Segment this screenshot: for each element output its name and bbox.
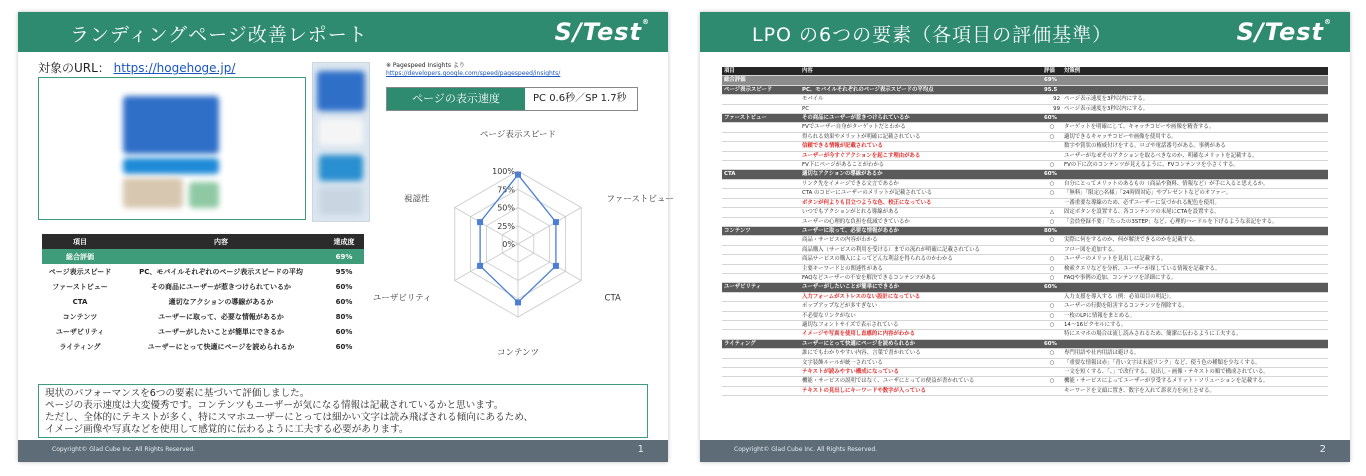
- criteria-row: [722, 104, 1328, 113]
- criteria-row: [722, 368, 1328, 377]
- row-content: ユーザーがしたいことが簡単にできるか: [118, 324, 324, 339]
- row-content: ボタンが何よりも目立つような色、校正になっている: [800, 198, 1042, 207]
- radar-data-point: [477, 219, 483, 225]
- row-category: [722, 311, 800, 320]
- summary-line: 現状のパフォーマンスを6つの要素に基づいて評価しました。: [45, 388, 310, 399]
- row-category: [722, 161, 800, 170]
- row-category: ページ表示スピード: [722, 85, 800, 94]
- criteria-row: [722, 198, 1328, 207]
- row-content: 商品・サービスの内容がわかる: [800, 236, 1042, 245]
- row-category: [722, 236, 800, 245]
- row-item: CTA: [42, 294, 118, 309]
- row-action: 機能・サービスによってユーザーが享受するメリット・ソリューションを記載する。: [1062, 377, 1328, 386]
- row-eval: 60%: [1042, 339, 1062, 348]
- row-eval: ○: [1042, 255, 1062, 264]
- criteria-row: [722, 311, 1328, 320]
- criteria-row: [722, 349, 1328, 358]
- row-eval: [1042, 142, 1062, 151]
- radar-category-label: ファーストビュー: [606, 194, 674, 205]
- col-header-item: 項目: [722, 67, 800, 76]
- row-action: 「会員登録不要」「たったの3STEP」など、心理的ハードルを下げるような表記をする。: [1062, 217, 1328, 226]
- row-eval: [1042, 198, 1062, 207]
- row-content: その商品にユーザーが惹きつけられているか: [800, 114, 1042, 123]
- row-category: [722, 292, 800, 301]
- row-eval: ○: [1042, 179, 1062, 188]
- overall-score: 69%: [324, 249, 364, 264]
- criteria-row: [722, 273, 1328, 282]
- criteria-row: [722, 236, 1328, 245]
- row-content: FVでユーザー自身がターゲットだとわかる: [800, 123, 1042, 132]
- row-content: 文字装飾ルールが統一されている: [800, 358, 1042, 367]
- criteria-row: [722, 292, 1328, 301]
- row-category: [722, 245, 800, 254]
- criteria-table: [722, 67, 1328, 396]
- row-eval: 60%: [1042, 170, 1062, 179]
- slide-title: LPO の6つの要素（各項目の評価基準）: [752, 24, 1113, 46]
- row-content: FV下にページがあることがわかる: [800, 161, 1042, 170]
- row-category: [722, 217, 800, 226]
- col-header-content: 内容: [800, 67, 1042, 76]
- row-category: 総合評価: [722, 76, 800, 85]
- row-item: ページ表示スピード: [42, 264, 118, 279]
- row-eval: [1042, 245, 1062, 254]
- criteria-row: [722, 302, 1328, 311]
- criteria-row: [722, 142, 1328, 151]
- radar-category-label: コンテンツ: [496, 348, 540, 358]
- slide-footer: [18, 440, 668, 462]
- slide-title: ランディングページ改善レポート: [70, 24, 368, 46]
- row-content: [800, 76, 1042, 85]
- target-url-row: [38, 59, 235, 76]
- col-header-score: 達成度: [324, 234, 364, 249]
- slide-header: [18, 12, 668, 52]
- row-action: ページ表示速度を3秒以内にする。: [1062, 104, 1328, 113]
- row-eval: ○: [1042, 217, 1062, 226]
- row-content: 不必要なリンクがない: [800, 311, 1042, 320]
- row-content: リンク先をイメージできる文言であるか: [800, 179, 1042, 188]
- row-content: ユーザーが今すぐアクションを起こす理由がある: [800, 151, 1042, 160]
- row-eval: 69%: [1042, 76, 1062, 85]
- row-action: 一枚のLPに情報をまとめる。: [1062, 311, 1328, 320]
- sitest-logo: S/Test®: [1236, 18, 1332, 46]
- copyright: Copyright© Glad Cube Inc. All Rights Reserved.: [52, 446, 196, 453]
- row-eval: ○: [1042, 320, 1062, 329]
- report-slide-2: [700, 12, 1350, 462]
- category-row: [722, 114, 1328, 123]
- criteria-row: [722, 161, 1328, 170]
- row-content: PC: [800, 104, 1042, 113]
- row-eval: ○: [1042, 161, 1062, 170]
- score-row: [42, 264, 364, 279]
- row-item: コンテンツ: [42, 309, 118, 324]
- row-eval: ○: [1042, 377, 1062, 386]
- row-category: [722, 377, 800, 386]
- row-category: [722, 349, 800, 358]
- row-content: 適切なフォントサイズで表示されている: [800, 320, 1042, 329]
- row-eval: ○: [1042, 273, 1062, 282]
- copyright: Copyright© Glad Cube Inc. All Rights Reserved.: [734, 446, 878, 453]
- row-eval: ○: [1042, 264, 1062, 273]
- row-action: 一番重要な導線のため、必ずユーザーに気づかれる配色を使用。: [1062, 198, 1328, 207]
- row-action: キーワードを文頭に置き、数字を入れて訴求力を向上させる。: [1062, 386, 1328, 395]
- category-row: [722, 339, 1328, 348]
- row-action: 14～16ピクセルにする。: [1062, 320, 1328, 329]
- page-number: 2: [1319, 444, 1326, 455]
- row-category: ユーザビリティ: [722, 283, 800, 292]
- row-eval: 95.5: [1042, 85, 1062, 94]
- row-action: フロー図を追加する。: [1062, 245, 1328, 254]
- row-category: [722, 358, 800, 367]
- radar-category-label: ページ表示スピード: [480, 130, 556, 140]
- sitest-logo: S/Test®: [554, 18, 650, 46]
- overall-row: [722, 76, 1328, 85]
- row-action: 適切できるキャッチコピーや画像を使用する。: [1062, 132, 1328, 141]
- row-content: ポップアップなどが多すぎない: [800, 302, 1042, 311]
- criteria-row: [722, 245, 1328, 254]
- row-action: [1062, 283, 1328, 292]
- row-eval: ○: [1042, 123, 1062, 132]
- row-score: 80%: [324, 309, 364, 324]
- sp-screenshot-thumbnail: [312, 62, 370, 222]
- radar-tick-label: 0%: [502, 240, 515, 249]
- criteria-row: [722, 151, 1328, 160]
- criteria-row: [722, 377, 1328, 386]
- radar-data-point: [553, 219, 559, 225]
- row-category: ライティング: [722, 339, 800, 348]
- category-row: [722, 170, 1328, 179]
- report-slide-1: [18, 12, 674, 462]
- overall-row: [42, 249, 364, 264]
- criteria-row: [722, 386, 1328, 395]
- criteria-row: [722, 208, 1328, 217]
- row-action: 数字や賞状の権威付けをする。ロゴや電話番号がある。事例がある: [1062, 142, 1328, 151]
- row-category: [722, 123, 800, 132]
- row-eval: [1042, 386, 1062, 395]
- row-content: 適切なアクションの導線があるか: [800, 170, 1042, 179]
- score-row: [42, 279, 364, 294]
- overall-label: 総合評価: [42, 249, 118, 264]
- row-content: その商品にユーザーが惹きつけられているか: [118, 279, 324, 294]
- row-eval: ○: [1042, 236, 1062, 245]
- row-action: 「重要な情報は赤」「青い文字は未読リンク」など、使う色の種類を少なくする。: [1062, 358, 1328, 367]
- row-action: [1062, 85, 1328, 94]
- criteria-row: [722, 123, 1328, 132]
- category-row: [722, 85, 1328, 94]
- score-row: [42, 324, 364, 339]
- row-score: 60%: [324, 279, 364, 294]
- pc-screenshot-thumbnail: [38, 77, 306, 220]
- slide-header: [700, 12, 1350, 52]
- criteria-row: [722, 330, 1328, 339]
- summary-line: イメージ画像や写真などを使用して感覚的に伝わるように工夫する必要があります。: [45, 424, 409, 435]
- row-category: [722, 330, 800, 339]
- row-eval: △: [1042, 208, 1062, 217]
- row-item: ユーザビリティ: [42, 324, 118, 339]
- row-action: ユーザーのメリットを見出しに記載する。: [1062, 255, 1328, 264]
- row-eval: [1042, 292, 1062, 301]
- col-header-content: 内容: [118, 234, 324, 249]
- row-content: 主要キーワードとの関連性がある: [800, 264, 1042, 273]
- col-header-eval: 評価: [1042, 67, 1062, 76]
- col-header-action: 対策例: [1062, 67, 1328, 76]
- row-action: 専門用語や社内用語は避ける。: [1062, 349, 1328, 358]
- criteria-table-wrap: [722, 67, 1328, 396]
- row-eval: 60%: [1042, 114, 1062, 123]
- row-content: テキストの見出しにキーワードや数字が入っている: [800, 386, 1042, 395]
- row-category: [722, 320, 800, 329]
- row-content: PC、モバイルそれぞれのページ表示スピードの平均点: [800, 85, 1042, 94]
- source-url-link[interactable]: https://developers.google.com/speed/pagespeed/insights/: [386, 70, 561, 77]
- row-category: [722, 132, 800, 141]
- criteria-row: [722, 320, 1328, 329]
- col-header-item: 項目: [42, 234, 118, 249]
- row-content: テキストが読みやすい構成になっている: [800, 368, 1042, 377]
- row-content: 商品サービスの購入によってどんな利益を得られるのかわかる: [800, 255, 1042, 264]
- row-category: [722, 198, 800, 207]
- row-eval: [1042, 330, 1062, 339]
- row-eval: 60%: [1042, 283, 1062, 292]
- source-note: [386, 62, 560, 78]
- row-eval: ○: [1042, 189, 1062, 198]
- row-eval: ○: [1042, 132, 1062, 141]
- page-speed-value: PC 0.6秒／SP 1.7秒: [533, 93, 627, 104]
- criteria-row: [722, 264, 1328, 273]
- category-row: [722, 283, 1328, 292]
- row-category: [722, 151, 800, 160]
- row-content: CTA のコピーにユーザーのメリットが記載されている: [800, 189, 1042, 198]
- row-content: ユーザーに取って、必要な情報があるか: [118, 309, 324, 324]
- row-content: 入力フォームがストレスのない設計になっている: [800, 292, 1042, 301]
- row-eval: ○: [1042, 302, 1062, 311]
- row-eval: ○: [1042, 358, 1062, 367]
- row-category: コンテンツ: [722, 226, 800, 235]
- row-category: [722, 386, 800, 395]
- radar-tick-label: 75%: [497, 185, 515, 195]
- row-content: イメージや写真を使用し直感的に内容がわかる: [800, 330, 1042, 339]
- row-content: ユーザーがしたいことが簡単にできるか: [800, 283, 1042, 292]
- radar-category-label: ユーザビリティ: [372, 293, 432, 304]
- row-score: 60%: [324, 294, 364, 309]
- row-content: 商品購入（サービスの利用を受ける）までの流れが明確に記載されている: [800, 245, 1042, 254]
- score-row: [42, 339, 364, 354]
- row-category: [722, 368, 800, 377]
- criteria-row: [722, 217, 1328, 226]
- criteria-row: [722, 95, 1328, 104]
- row-category: [722, 95, 800, 104]
- criteria-row: [722, 132, 1328, 141]
- row-category: [722, 189, 800, 198]
- summary-score-table: [42, 234, 364, 354]
- page-number: 1: [637, 444, 644, 455]
- row-content: 得られる効果やメリットが明確に記載されている: [800, 132, 1042, 141]
- row-content: ユーザーにとって快適にページを読められるか: [118, 339, 324, 354]
- row-score: 60%: [324, 324, 364, 339]
- slide-footer: [700, 440, 1350, 462]
- radar-tick-label: 100%: [492, 167, 515, 176]
- target-url-link[interactable]: https://hogehoge.jp/: [113, 61, 236, 75]
- page-speed-label: ページの表示速度: [387, 88, 525, 110]
- row-category: CTA: [722, 170, 800, 179]
- criteria-row: [722, 358, 1328, 367]
- row-category: [722, 208, 800, 217]
- row-action: 検索クエリなどを分析、ユーザーが探している情報を記載する。: [1062, 264, 1328, 273]
- target-url-label: 対象のURL：: [38, 61, 110, 75]
- row-content: いつでもアクションがとれる導線がある: [800, 208, 1042, 217]
- row-eval: 92: [1042, 95, 1062, 104]
- row-action: [1062, 339, 1328, 348]
- row-action: [1062, 226, 1328, 235]
- row-eval: ○: [1042, 349, 1062, 358]
- radar-category-label: CTA: [604, 293, 621, 304]
- row-category: [722, 302, 800, 311]
- radar-data-point: [515, 172, 521, 178]
- row-content: 適切なアクションの導線があるか: [118, 294, 324, 309]
- row-action: 「無料」「限定○名様」「24時間対応」やプレゼントなどのオファー。: [1062, 189, 1328, 198]
- row-score: 95%: [324, 264, 364, 279]
- radar-chart: [372, 122, 674, 372]
- row-action: 固定ボタンを設置する、各コンテンツの末尾にCTAを設置する。: [1062, 208, 1328, 217]
- criteria-row: [722, 189, 1328, 198]
- row-action: [1062, 114, 1328, 123]
- row-action: 実際に何をするのか、何が解決できるのかを記載する。: [1062, 236, 1328, 245]
- row-item: ファーストビュー: [42, 279, 118, 294]
- row-score: 60%: [324, 339, 364, 354]
- score-row: [42, 309, 364, 324]
- row-category: ファーストビュー: [722, 114, 800, 123]
- row-content: PC、モバイルそれぞれのページ表示スピードの平均: [118, 264, 324, 279]
- row-action: [1062, 170, 1328, 179]
- row-action: ターゲットを明確にして、キャッチコピーや画像を精査する。: [1062, 123, 1328, 132]
- row-content: ユーザーの心理的な負担を低減できているか: [800, 217, 1042, 226]
- radar-tick-label: 25%: [497, 221, 515, 231]
- row-content: モバイル: [800, 95, 1042, 104]
- row-action: 自分にとってメリットのあるもの（商品や資料、情報など）が手に入ると思えるか。: [1062, 179, 1328, 188]
- row-eval: [1042, 151, 1062, 160]
- row-action: ページ表示速度を3秒以内にする。: [1062, 95, 1328, 104]
- row-eval: ○: [1042, 311, 1062, 320]
- row-eval: [1042, 368, 1062, 377]
- row-item: ライティング: [42, 339, 118, 354]
- row-action: ユーザーの行動を阻害するコンテンツを削除する。: [1062, 302, 1328, 311]
- radar-tick-label: 50%: [497, 203, 515, 213]
- row-category: [722, 273, 800, 282]
- category-row: [722, 226, 1328, 235]
- row-action: ユーザーがなぜそのアクションを取るべきなのか、明確なメリットを記載する。: [1062, 151, 1328, 160]
- radar-data-point: [515, 299, 521, 305]
- radar-data-point: [553, 263, 559, 269]
- row-action: 一文を短くする、「、」で改行する、見出し・画像・テキストの順で構成されている。: [1062, 368, 1328, 377]
- row-action: 特にスマホの場合は流し読みされるため、簡潔に伝わるように工夫する。: [1062, 330, 1328, 339]
- row-content: 誰にでもわかりやすい内容、言葉で書かれている: [800, 349, 1042, 358]
- source-note-text: ※ Pagespeed Insights より: [386, 62, 465, 69]
- summary-line: ただし、全体的にテキストが多く、特にスマホユーザーにとっては細かい文字は読み飛ばされる傾向にあるため、: [45, 412, 534, 423]
- row-content: 信頼できる情報が記載されている: [800, 142, 1042, 151]
- row-category: [722, 255, 800, 264]
- criteria-row: [722, 179, 1328, 188]
- radar-data-point: [477, 263, 483, 269]
- row-eval: 99: [1042, 104, 1062, 113]
- row-action: FAQや事例の追加、コンテンツを詳細にする。: [1062, 273, 1328, 282]
- criteria-row: [722, 255, 1328, 264]
- radar-category-label: 視認性: [403, 194, 430, 205]
- row-category: [722, 264, 800, 273]
- row-action: [1062, 76, 1328, 85]
- row-content: 機能・サービスの説明ではなく、ユーザにとっての便益が書かれている: [800, 377, 1042, 386]
- row-action: FVの下に次のコンテンツが見えるように、FVコンテンツを小さくする。: [1062, 161, 1328, 170]
- page-speed-box: [386, 87, 638, 111]
- row-content: ユーザーにとって快適にページを読められるか: [800, 339, 1042, 348]
- summary-text-box: [38, 384, 648, 438]
- row-category: [722, 142, 800, 151]
- row-action: 入力支援を導入する（例：必須項目の明記）。: [1062, 292, 1328, 301]
- row-content: ユーザーに取って、必要な情報があるか: [800, 226, 1042, 235]
- row-category: [722, 179, 800, 188]
- row-category: [722, 104, 800, 113]
- summary-line: ページの表示速度は大変優秀です。コンテンツもユーザーが気になる情報は記載されているかと思います。: [45, 400, 504, 411]
- score-row: [42, 294, 364, 309]
- row-eval: 80%: [1042, 226, 1062, 235]
- row-content: FAQなどユーザーの不安を解決できるコンテンツがある: [800, 273, 1042, 282]
